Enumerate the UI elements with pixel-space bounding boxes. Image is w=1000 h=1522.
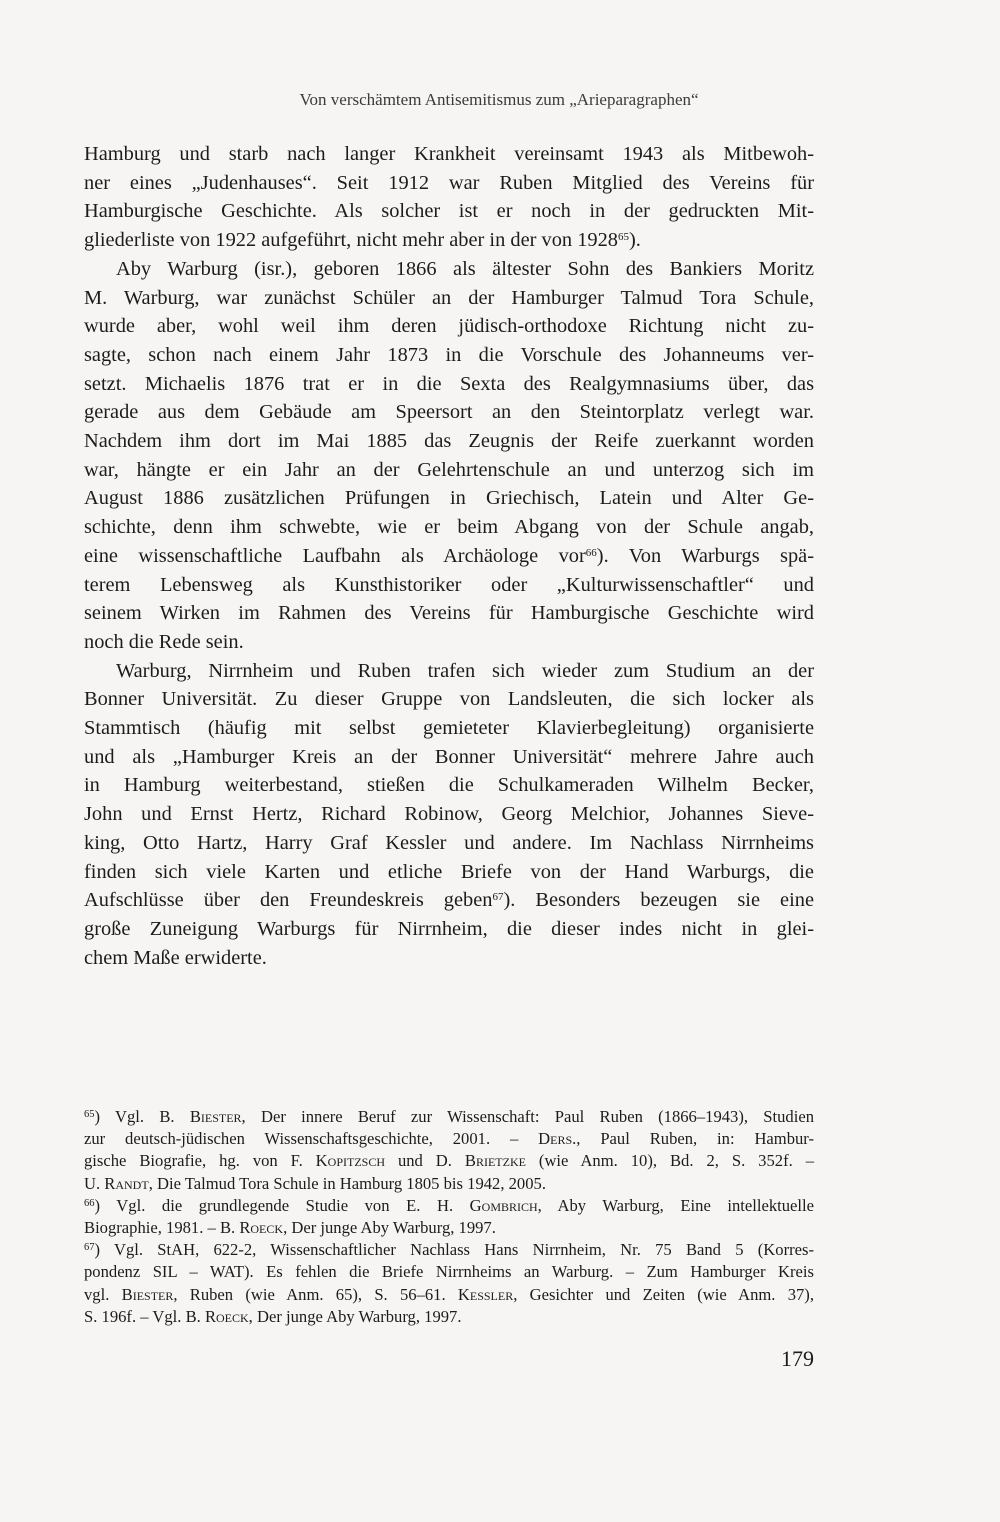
footnote-65-line: gische Biografie, hg. von F. Kopitzsch und D. Brietzke (wie Anm. 10), Bd. 2, S. 352f. – (84, 1151, 814, 1171)
footnote-65-line: zur deutsch-jüdischen Wissenschaftsgeschichte, 2001. – Ders., Paul Ruben, in: Hambur- (84, 1129, 815, 1149)
text-line: wurde aber, wohl weil ihm deren jüdisch-orthodoxe Richtung nicht zu- (84, 315, 814, 338)
text-line: finden sich viele Karten und etliche Briefe von der Hand Warburgs, die (84, 860, 814, 883)
text-line: Nachdem ihm dort im Mai 1885 das Zeugnis der Reife zuerkannt worden (84, 430, 814, 453)
footnote-ref-66[interactable]: 66 (585, 546, 597, 559)
text-line: eine wissenschaftliche Laufbahn als Archäologe vor$^{66}$). Von Warburgs spä- (84, 544, 815, 567)
footnote-67-line: S. 196f. – Vgl. B. Roeck, Der junge Aby Warburg, 1997. (84, 1306, 462, 1326)
text-line: Hamburg und starb nach langer Krankheit vereinsamt 1943 als Mitbewoh- (84, 143, 814, 165)
text-line: setzt. Michaelis 1876 trat er in die Sexta des Realgymnasiums über, das (84, 372, 814, 395)
text-line: sagte, schon nach einem Jahr 1873 in die Vorschule des Johanneums ver- (84, 343, 814, 366)
text-line: Aufschlüsse über den Freundeskreis geben$^{67}$). Besonders bezeugen sie eine (84, 889, 815, 912)
footnote-number: 66 (84, 1197, 95, 1209)
page-number: 179 (781, 1346, 814, 1371)
text-line: Aby Warburg (isr.), geboren 1866 als ältester Sohn des Bankiers Moritz (116, 257, 814, 280)
footnote-number: 65 (84, 1109, 95, 1120)
footnote-65-line: $^{65}$) Vgl. B. Biester, Der innere Beruf zur Wissenschaft: Paul Ruben (1866–1943), Studien (84, 1107, 814, 1126)
text-line: August 1886 zusätzlichen Prüfungen in Griechisch, Latein und Alter Ge- (84, 487, 814, 510)
running-head (0, 90, 1000, 110)
footnote-67-line: $^{67}$) Vgl. StAH, 622-2, Wissenschaftlicher Nachlass Hans Nirrnheim, Nr. 75 Band 5 (Korres- (84, 1240, 814, 1260)
text-line: terem Lebensweg als Kunsthistoriker oder „Kulturwissenschaftler“ und (84, 573, 814, 596)
text-line: in Hamburg weiterbestand, stießen die Schulkameraden Wilhelm Becker, (84, 774, 814, 797)
text-line: Stammtisch (häufig mit selbst gemieteter Klavierbegleitung) organisierte (84, 717, 814, 740)
footnote-number: 67 (84, 1242, 95, 1254)
footnote-66-line: Biographie, 1981. – B. Roeck, Der junge Aby Warburg, 1997. (84, 1218, 496, 1238)
text-line: große Zuneigung Warburgs für Nirrnheim, die dieser indes nicht in glei- (84, 917, 814, 940)
text-line: war, hängte er ein Jahr an der Gelehrtenschule an und unterzog sich im (84, 458, 814, 481)
footnote-ref-65[interactable]: 65 (617, 231, 629, 244)
text-line: Hamburgische Geschichte. Als solcher ist er noch in der gedruckten Mit- (84, 200, 814, 223)
footnote-67-line: vgl. Biester, Ruben (wie Anm. 65), S. 56–61. Kessler, Gesichter und Zeiten (wie Anm. 37), (84, 1284, 814, 1304)
footnote-66-line: $^{66}$) Vgl. die grundlegende Studie von E. H. Gombrich, Aby Warburg, Eine intellektuelle (84, 1195, 815, 1215)
footnotes (84, 1106, 814, 1328)
text-line: Warburg, Nirrnheim und Ruben trafen sich wieder zum Studium an der (116, 659, 814, 682)
text-line: Bonner Universität. Zu dieser Gruppe von Landsleuten, die sich locker als (84, 688, 814, 711)
text-line: gerade aus dem Gebäude am Speersort an den Steintorplatz verlegt war. (84, 401, 814, 424)
text-line: king, Otto Hartz, Harry Graf Kessler und andere. Im Nachlass Nirrnheims (84, 831, 814, 854)
footnote-67-line: pondenz SIL – WAT). Es fehlen die Briefe Nirrnheims an Warburg. – Zum Hamburger Kreis (84, 1262, 814, 1282)
text-line: schichte, denn ihm schwebte, wie er beim Abgang von der Schule angab, (84, 516, 814, 539)
body-text (84, 140, 814, 972)
footnote-ref-67[interactable]: 67 (492, 891, 504, 904)
text-line: chem Maße erwiderte. (84, 946, 267, 969)
text-line: seinem Wirken im Rahmen des Vereins für Hamburgische Geschichte wird (84, 602, 814, 625)
text-line: und als „Hamburger Kreis an der Bonner Universität“ mehrere Jahre auch (84, 745, 814, 768)
text-line: noch die Rede sein. (84, 630, 244, 653)
text-line: ner eines „Judenhauses“. Seit 1912 war Ruben Mitglied des Vereins für (84, 171, 814, 194)
running-head-text: Von verschämtem Antisemitismus zum „Arieparagraphen“ (299, 90, 699, 109)
text-line: John und Ernst Hertz, Richard Robinow, Georg Melchior, Johannes Sieve- (84, 803, 814, 826)
text-line: M. Warburg, war zunächst Schüler an der Hamburger Talmud Tora Schule, (84, 286, 814, 309)
footnote-65-line: U. Randt, Die Talmud Tora Schule in Hamburg 1805 bis 1942, 2005. (84, 1173, 546, 1193)
text-line: gliederliste von 1922 aufgeführt, nicht mehr aber in der von 1928$^{65}$). (84, 229, 641, 252)
